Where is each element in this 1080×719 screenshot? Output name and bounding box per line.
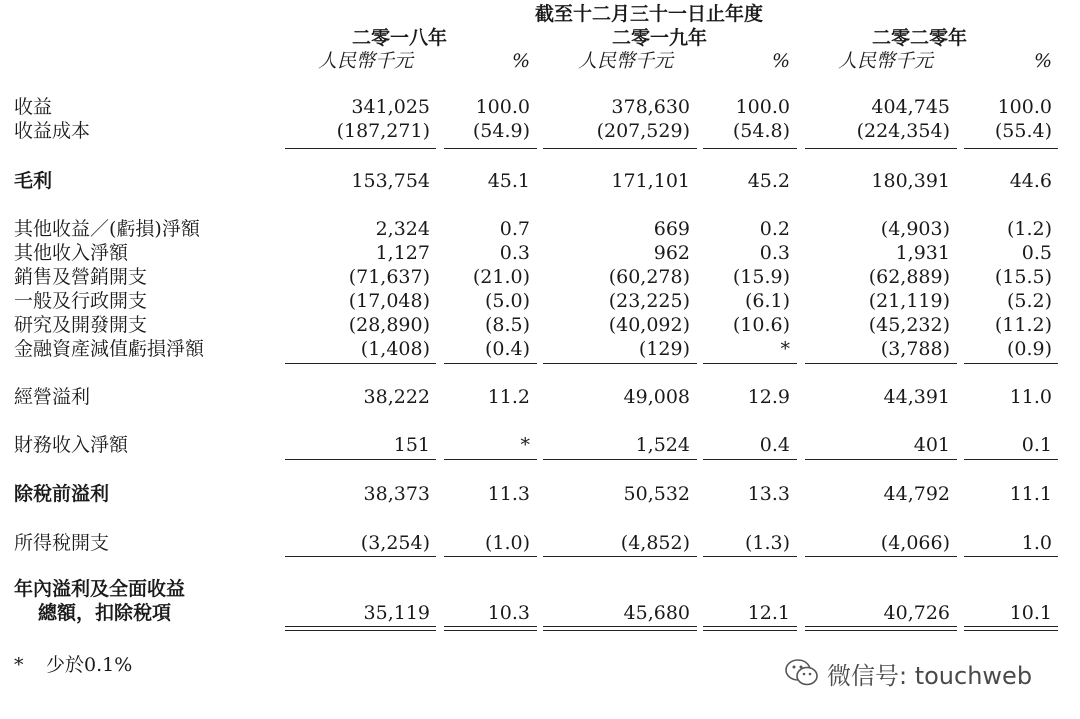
- amount-cell: (129): [638, 338, 690, 360]
- subtotal-rule: [805, 363, 957, 364]
- watermark-text: 微信号: touchweb: [827, 661, 1033, 690]
- period-header: 截至十二月三十一日止年度: [535, 3, 764, 25]
- amount-cell: (17,048): [348, 290, 430, 312]
- subtotal-rule: [703, 556, 797, 557]
- wechat-icon: [785, 658, 819, 688]
- percent-cell: (15.9): [732, 266, 790, 288]
- subtotal-rule: [444, 363, 537, 364]
- percent-cell: (5.0): [484, 290, 530, 312]
- percent-cell: 0.7: [499, 218, 530, 240]
- subtotal-rule: [964, 459, 1058, 460]
- amount-cell: 1,931: [895, 242, 950, 264]
- subtotal-rule: [805, 556, 957, 557]
- percent-cell: (8.5): [484, 314, 530, 336]
- amount-cell: 669: [653, 218, 690, 240]
- percent-cell: 12.1: [747, 602, 790, 624]
- subtotal-rule: [543, 459, 697, 460]
- amount-cell: (40,092): [608, 314, 690, 336]
- percent-cell: 44.6: [1009, 170, 1052, 192]
- total-double-rule: [285, 626, 436, 631]
- amount-cell: (4,903): [880, 218, 950, 240]
- subtotal-rule: [964, 148, 1058, 149]
- percent-cell: (11.2): [994, 314, 1052, 336]
- subtotal-rule: [703, 148, 797, 149]
- percent-cell: 10.1: [1009, 602, 1052, 624]
- amount-cell: 180,391: [871, 170, 950, 192]
- row-label: 毛利: [14, 170, 53, 192]
- amount-cell: (1,408): [360, 338, 430, 360]
- row-label: 收益成本: [14, 120, 91, 142]
- subtotal-rule: [805, 459, 957, 460]
- subtotal-rule: [543, 556, 697, 557]
- unit-header: 人民幣千元: [578, 50, 674, 72]
- row-label: 銷售及營銷開支: [14, 266, 148, 288]
- percent-cell: *: [520, 434, 530, 456]
- row-label: 財務收入淨額: [14, 434, 129, 456]
- percent-cell: *: [780, 338, 790, 360]
- percent-cell: (1.2): [1006, 218, 1052, 240]
- amount-cell: (187,271): [336, 120, 430, 142]
- pct-header: %: [1033, 50, 1052, 72]
- amount-cell: (3,788): [880, 338, 950, 360]
- percent-cell: (54.8): [732, 120, 790, 142]
- row-label: 研究及開發開支: [14, 314, 148, 336]
- percent-cell: (54.9): [472, 120, 530, 142]
- year-header: 二零二零年: [872, 27, 968, 49]
- amount-cell: 962: [653, 242, 690, 264]
- amount-cell: (207,529): [596, 120, 690, 142]
- percent-cell: 1.0: [1021, 532, 1052, 554]
- amount-cell: 151: [393, 434, 430, 456]
- percent-cell: (21.0): [472, 266, 530, 288]
- percent-cell: 0.5: [1021, 242, 1052, 264]
- amount-cell: 401: [913, 434, 950, 456]
- amount-cell: (45,232): [868, 314, 950, 336]
- percent-cell: 0.1: [1021, 434, 1052, 456]
- pct-header: %: [771, 50, 790, 72]
- year-header: 二零一八年: [352, 27, 448, 49]
- percent-cell: 11.3: [487, 483, 530, 505]
- amount-cell: (224,354): [856, 120, 950, 142]
- unit-header: 人民幣千元: [318, 50, 414, 72]
- amount-cell: 1,127: [375, 242, 430, 264]
- row-label: 所得稅開支: [14, 532, 110, 554]
- total-double-rule: [703, 626, 797, 631]
- amount-cell: 44,391: [883, 386, 950, 408]
- amount-cell: (28,890): [348, 314, 430, 336]
- amount-cell: (60,278): [608, 266, 690, 288]
- percent-cell: 0.3: [759, 242, 790, 264]
- amount-cell: 378,630: [611, 96, 690, 118]
- amount-cell: 171,101: [611, 170, 690, 192]
- percent-cell: 11.0: [1009, 386, 1052, 408]
- amount-cell: (3,254): [360, 532, 430, 554]
- subtotal-rule: [543, 148, 697, 149]
- watermark: [785, 656, 1032, 690]
- total-double-rule: [543, 626, 697, 631]
- percent-cell: 45.2: [747, 170, 790, 192]
- percent-cell: (5.2): [1006, 290, 1052, 312]
- percent-cell: 100.0: [735, 96, 790, 118]
- total-double-rule: [964, 626, 1058, 631]
- percent-cell: 100.0: [475, 96, 530, 118]
- subtotal-rule: [444, 556, 537, 557]
- subtotal-rule: [964, 363, 1058, 364]
- total-double-rule: [805, 626, 957, 631]
- percent-cell: 11.2: [487, 386, 530, 408]
- footnote-marker: *: [14, 654, 24, 676]
- subtotal-rule: [543, 363, 697, 364]
- percent-cell: 13.3: [747, 483, 790, 505]
- total-double-rule: [444, 626, 537, 631]
- subtotal-rule: [444, 148, 537, 149]
- amount-cell: 404,745: [871, 96, 950, 118]
- amount-cell: (21,119): [868, 290, 950, 312]
- amount-cell: 2,324: [375, 218, 430, 240]
- amount-cell: 44,792: [883, 483, 950, 505]
- subtotal-rule: [805, 148, 957, 149]
- pct-header: %: [511, 50, 530, 72]
- row-label: 經營溢利: [14, 386, 91, 408]
- row-label: 年內溢利及全面收益: [14, 578, 186, 600]
- percent-cell: 100.0: [997, 96, 1052, 118]
- amount-cell: (4,066): [880, 532, 950, 554]
- subtotal-rule: [444, 459, 537, 460]
- percent-cell: (1.3): [744, 532, 790, 554]
- subtotal-rule: [285, 459, 436, 460]
- subtotal-rule: [285, 363, 436, 364]
- year-header: 二零一九年: [612, 27, 708, 49]
- footnote-text: 少於0.1%: [46, 654, 133, 676]
- percent-cell: (10.6): [732, 314, 790, 336]
- amount-cell: 50,532: [623, 483, 690, 505]
- row-label: 金融資產減值虧損淨額: [14, 338, 205, 360]
- percent-cell: 10.3: [487, 602, 530, 624]
- row-label-cont: 總額，扣除稅項: [38, 602, 172, 624]
- amount-cell: (23,225): [608, 290, 690, 312]
- percent-cell: 0.3: [499, 242, 530, 264]
- amount-cell: 49,008: [623, 386, 690, 408]
- percent-cell: (1.0): [484, 532, 530, 554]
- percent-cell: (0.4): [484, 338, 530, 360]
- row-label: 除稅前溢利: [14, 483, 110, 505]
- amount-cell: (62,889): [868, 266, 950, 288]
- amount-cell: 38,373: [363, 483, 430, 505]
- row-label: 其他收益／(虧損)淨額: [14, 218, 200, 240]
- row-label: 其他收入淨額: [14, 242, 129, 264]
- subtotal-rule: [703, 459, 797, 460]
- percent-cell: (0.9): [1006, 338, 1052, 360]
- percent-cell: 0.4: [759, 434, 790, 456]
- amount-cell: (71,637): [348, 266, 430, 288]
- amount-cell: (4,852): [620, 532, 690, 554]
- amount-cell: 45,680: [623, 602, 690, 624]
- row-label: 收益: [14, 96, 53, 118]
- unit-header: 人民幣千元: [838, 50, 934, 72]
- percent-cell: (6.1): [744, 290, 790, 312]
- amount-cell: 38,222: [363, 386, 430, 408]
- subtotal-rule: [285, 148, 436, 149]
- percent-cell: (55.4): [994, 120, 1052, 142]
- percent-cell: (15.5): [994, 266, 1052, 288]
- percent-cell: 12.9: [747, 386, 790, 408]
- amount-cell: 1,524: [635, 434, 690, 456]
- subtotal-rule: [703, 363, 797, 364]
- subtotal-rule: [285, 556, 436, 557]
- row-label: 一般及行政開支: [14, 290, 148, 312]
- percent-cell: 11.1: [1009, 483, 1052, 505]
- amount-cell: 35,119: [363, 602, 430, 624]
- amount-cell: 153,754: [351, 170, 430, 192]
- percent-cell: 45.1: [487, 170, 530, 192]
- amount-cell: 40,726: [883, 602, 950, 624]
- subtotal-rule: [964, 556, 1058, 557]
- percent-cell: 0.2: [759, 218, 790, 240]
- amount-cell: 341,025: [351, 96, 430, 118]
